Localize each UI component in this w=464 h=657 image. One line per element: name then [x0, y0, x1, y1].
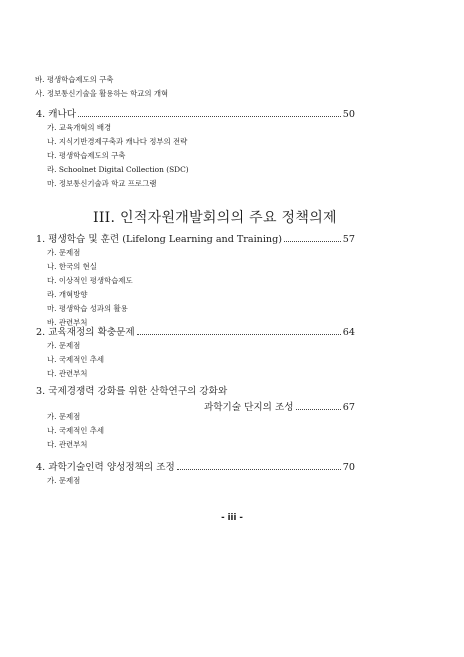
toc-subitem: 나. 국제적인 추세 [47, 355, 105, 364]
toc-subitem: 나. 지식기반경제구축과 캐나다 정부의 전략 [47, 137, 188, 146]
section-heading: III. 인적자원개발회의의 주요 정책의제 [93, 210, 337, 226]
toc-subitem: 가. 문제점 [47, 341, 81, 350]
dot-leader [296, 401, 341, 410]
toc-page-number: 67 [342, 402, 355, 413]
toc-entry-st-workforce[interactable] [36, 461, 355, 474]
toc-subitem: 가. 교육개혁의 배경 [47, 123, 112, 132]
toc-subitem: 라. Schoolnet Digital Collection (SDC) [47, 165, 189, 174]
toc-subitem: 가. 문제점 [47, 476, 81, 485]
toc-subitem: 다. 관련부처 [47, 369, 88, 378]
toc-entry-canada[interactable] [36, 108, 355, 121]
toc-subitem: 나. 국제적인 추세 [47, 426, 105, 435]
toc-subitem: 나. 한국의 현실 [47, 262, 97, 271]
toc-entry-title: 3. 국제경쟁력 강화를 위한 산학연구의 강화와 [36, 386, 228, 397]
page-number-footer: - iii - [221, 513, 243, 523]
toc-subitem: 다. 관련부처 [47, 440, 88, 449]
dot-leader [284, 233, 341, 242]
toc-entry-competitiveness[interactable] [36, 385, 355, 398]
toc-subitem: 다. 이상적인 평생학습제도 [47, 276, 133, 285]
dot-leader [78, 108, 341, 117]
toc-subitem: 마. 정보통신기술과 학교 프로그램 [47, 179, 157, 188]
toc-entry-title: 4. 캐나다 [36, 109, 77, 120]
toc-entry-title: 2. 교육재정의 확충문제 [36, 327, 135, 338]
toc-subitem: 바. 평생학습제도의 구축 [35, 75, 114, 84]
toc-subitem: 라. 개혁방향 [47, 290, 88, 299]
toc-subitem: 바. 관련부처 [47, 318, 88, 327]
dot-leader [177, 461, 341, 470]
toc-entry-title: 4. 과학기술인력 양성정책의 조정 [36, 462, 175, 473]
toc-subitem: 다. 평생학습제도의 구축 [47, 151, 126, 160]
toc-entry-title: 1. 평생학습 및 훈련 (Lifelong Learning and Training) [36, 234, 282, 245]
toc-entry-continuation[interactable] [36, 401, 355, 414]
toc-subitem: 가. 문제점 [47, 412, 81, 421]
toc-subitem: 가. 문제점 [47, 248, 81, 257]
toc-entry-title: 과학기술 단지의 조성 [204, 402, 294, 413]
toc-page-number: 50 [342, 109, 355, 120]
toc-entry-lifelong-learning[interactable] [36, 233, 355, 246]
toc-page-number: 70 [342, 462, 355, 473]
toc-subitem: 사. 정보통신기술을 활용하는 학교의 개혁 [35, 89, 169, 98]
toc-entry-education-finance[interactable] [36, 326, 355, 339]
dot-leader [137, 326, 341, 335]
toc-page-number: 64 [342, 327, 355, 338]
toc-subitem: 마. 평생학습 성과의 활용 [47, 304, 128, 313]
toc-page-number: 57 [342, 234, 355, 245]
